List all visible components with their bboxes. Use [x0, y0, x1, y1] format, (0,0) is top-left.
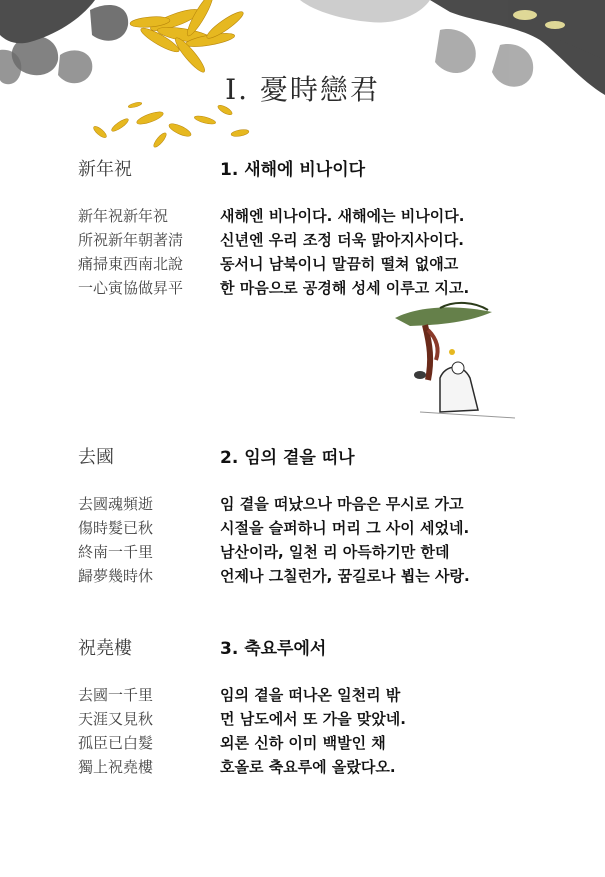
section-title-hanja: 新年祝	[78, 159, 132, 180]
section-title-hanja: 祝堯樓	[78, 638, 132, 659]
section-title-korean: 2. 임의 곁을 떠나	[220, 448, 355, 468]
poem-line-korean: 시절을 슬퍼하니 머리 그 사이 세었네.	[220, 519, 470, 537]
section-title-korean: 3. 축요루에서	[220, 639, 327, 659]
poem-line-korean: 호올로 축요루에 올랐다오.	[220, 758, 396, 776]
poem-line-korean: 임의 곁을 떠나온 일천리 밖	[220, 686, 401, 704]
poem-line-hanja: 痛掃東西南北說	[78, 255, 184, 273]
poem-line-korean: 신년엔 우리 조정 더욱 맑아지사이다.	[220, 231, 464, 249]
poem-line-hanja: 天涯又見秋	[78, 710, 154, 728]
poem-line-hanja: 去國魂頻逝	[78, 495, 154, 513]
poem-line-korean: 남산이라, 일천 리 아득하기만 한데	[220, 543, 450, 561]
poem-line-hanja: 孤臣已白髮	[78, 734, 154, 752]
section-title-hanja: 去國	[78, 447, 114, 468]
poem-line-hanja: 一心寅協做昇平	[78, 279, 184, 297]
chapter-title: Ⅰ. 憂時戀君	[225, 73, 380, 106]
poem-line-hanja: 終南一千里	[78, 543, 154, 561]
poem-line-korean: 동서니 남북이니 말끔히 떨쳐 없애고	[220, 255, 459, 273]
poem-line-hanja: 去國一千里	[78, 686, 154, 704]
poem-line-hanja: 新年祝新年祝	[78, 207, 169, 225]
poem-line-hanja: 獨上祝堯樓	[78, 758, 154, 776]
poem-line-hanja: 所祝新年朝著淸	[78, 231, 184, 249]
poem-line-korean: 한 마음으로 공경해 성세 이루고 지고.	[220, 279, 470, 297]
poem-line-korean: 새해엔 비나이다. 새해에는 비나이다.	[220, 207, 465, 225]
section-title-korean: 1. 새해에 비나이다	[220, 160, 366, 180]
poem-line-korean: 언제나 그칠런가, 꿈길로나 뵙는 사랑.	[220, 567, 470, 585]
poem-line-korean: 임 곁을 떠났으나 마음은 무시로 가고	[220, 495, 464, 513]
poem-line-korean: 먼 남도에서 또 가을 맞았네.	[220, 710, 406, 728]
poem-line-hanja: 傷時髮已秋	[78, 519, 154, 537]
poem-line-hanja: 歸夢幾時休	[78, 567, 154, 585]
poem-line-korean: 외론 신하 이미 백발인 채	[220, 734, 386, 752]
